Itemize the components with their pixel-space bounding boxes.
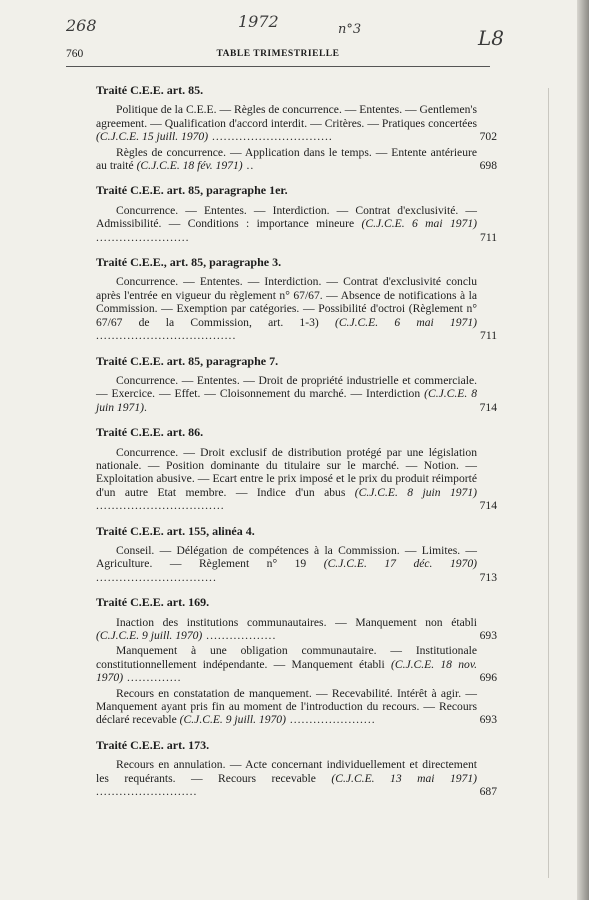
entry-text: Recours en annulation. — Acte concernant individuellement et directement les requérants. — Recours recevable xyxy=(96,758,477,785)
index-content xyxy=(96,83,497,810)
index-section xyxy=(96,425,497,513)
index-section xyxy=(96,595,497,727)
handwritten-note-left: 268 xyxy=(66,16,97,35)
leader-dots: .................. xyxy=(202,629,277,642)
entry-text: Recours en constatation de manquement. — Recevabilité. Intérêt à agir. — Manquement ayant pris fin au moment de l'introduction du recours. — Recours déclaré recevable xyxy=(96,686,477,727)
leader-dots: ............................... xyxy=(96,570,217,584)
leader-dots: .......................... xyxy=(96,785,198,799)
header-rule xyxy=(66,66,490,67)
case-reference: (C.J.C.E. 18 fév. 1971) xyxy=(133,159,243,173)
case-reference: (C.J.C.E. 6 mai 1971) xyxy=(318,315,477,329)
entry-text: Politique de la C.E.E. — Règles de concurrence. — Ententes. — Gentlemen's agreement. — Qualification d'accord interdit. — Critères. — Pratiques concertées xyxy=(96,103,477,130)
case-reference: (C.J.C.E. 15 juill. 1970) xyxy=(96,130,209,144)
entry-text: Concurrence. — Ententes. — Interdiction. — Contrat d'exclusivité conclu après l'entrée en vigueur du règlement n° 67/67. — Absence de notifications à la Commission. — Exemption par catégories. — Possibilité d'octroi (Règlement n° 67/67 de la Commission, art. 1-3) xyxy=(96,275,477,329)
page-reference: 696 xyxy=(479,671,497,685)
case-reference: (C.J.C.E. 9 juill. 1970) xyxy=(176,713,286,727)
handwritten-note-right: L8 xyxy=(478,26,505,50)
page-header xyxy=(66,48,490,64)
index-section xyxy=(96,353,497,415)
leader-dots: .............. xyxy=(123,671,182,685)
page-edge-shadow xyxy=(577,0,589,900)
page-reference: 711 xyxy=(480,230,497,244)
page-reference: 693 xyxy=(479,629,497,642)
leader-dots: .. xyxy=(242,159,255,173)
section-heading: Traité C.E.E. art. 85, paragraphe 1er. xyxy=(96,183,288,198)
entry-text: Conseil. — Délégation de compétences à la Commission. — Limites. — Agriculture. — Règlement n° 19 xyxy=(96,543,477,571)
index-section xyxy=(96,255,497,343)
entry-text: Manquement à une obligation communautaire. — Institutionale constitutionnellement indépendante. — Manquement établi xyxy=(96,644,477,671)
index-entry xyxy=(96,644,497,685)
index-entry xyxy=(96,103,497,144)
case-reference: (C.J.C.E. 18 nov. 1970) xyxy=(96,657,478,685)
index-entry xyxy=(96,203,497,244)
page-fold-line xyxy=(548,88,549,878)
section-heading: Traité C.E.E. art. 85. xyxy=(96,83,204,97)
case-reference: (C.J.C.E. 13 mai 1971) xyxy=(315,771,477,785)
handwritten-note-number: n°3 xyxy=(338,22,362,37)
index-entry xyxy=(96,615,497,643)
index-entry xyxy=(96,275,497,343)
index-entry xyxy=(96,543,497,584)
page-reference: 698 xyxy=(479,159,497,173)
case-reference: (C.J.C.E. 6 mai 1971) xyxy=(354,217,477,231)
page-reference: 714 xyxy=(479,400,497,414)
page-reference: 713 xyxy=(479,570,497,584)
leader-dots: . xyxy=(143,400,148,414)
index-entry xyxy=(96,758,497,799)
page-reference: 687 xyxy=(479,785,497,799)
case-reference: (C.J.C.E. 9 juill. 1970) xyxy=(96,629,203,642)
case-reference: (C.J.C.E. 8 juin 1971) xyxy=(345,485,477,499)
page-reference: 711 xyxy=(480,329,497,343)
section-heading: Traité C.E.E. art. 86. xyxy=(96,425,204,440)
index-entry xyxy=(96,445,497,513)
section-heading: Traité C.E.E. art. 173. xyxy=(96,737,210,752)
entry-text: Règles de concurrence. — Application dans le temps. — Entente antérieure au traité xyxy=(96,145,477,173)
entry-text: Concurrence. — Ententes. — Droit de propriété industrielle et commerciale. — Exercice. — Effet. — Cloisonnement du marché. — Interdiction xyxy=(96,373,477,401)
index-section xyxy=(96,183,497,244)
running-title: TABLE TRIMESTRIELLE xyxy=(216,49,340,59)
leader-dots: .................................... xyxy=(96,329,237,343)
index-entry xyxy=(96,145,497,173)
index-section xyxy=(96,523,497,585)
index-entry xyxy=(96,373,497,414)
page-number: 760 xyxy=(66,48,84,60)
index-section xyxy=(96,83,497,173)
section-heading: Traité C.E.E. art. 85, paragraphe 7. xyxy=(96,353,279,368)
entry-text: Concurrence. — Droit exclusif de distribution protégé par une législation nationale. — Position dominante du titulaire sur le marché. — Notion. — Exploitation abusive. — Ecart entre le prix imposé et le prix du produit réimporté d'un autre Etat membre. — Indice d'un abus xyxy=(96,445,477,499)
leader-dots: ...................... xyxy=(285,713,376,727)
page-reference: 693 xyxy=(479,713,497,727)
section-heading: Traité C.E.E., art. 85, paragraphe 3. xyxy=(96,255,282,270)
index-entry xyxy=(96,686,497,727)
page-reference: 714 xyxy=(479,499,497,513)
entry-text: Inaction des institutions communautaires. — Manquement non établi xyxy=(116,615,477,629)
case-reference: (C.J.C.E. 17 déc. 1970) xyxy=(306,557,477,571)
leader-dots: ................................. xyxy=(96,499,225,513)
section-heading: Traité C.E.E. art. 169. xyxy=(96,595,210,610)
entry-text: Concurrence. — Ententes. — Interdiction. — Contrat d'exclusivité. — Admissibilité. — Conditions : importance mineure xyxy=(96,203,477,231)
leader-dots: ............................... xyxy=(208,130,333,144)
case-reference: (C.J.C.E. 8 juin 1971) xyxy=(96,387,478,414)
index-section xyxy=(96,737,497,799)
handwritten-note-year: 1972 xyxy=(238,12,279,31)
page-reference: 702 xyxy=(479,130,497,144)
section-heading: Traité C.E.E. art. 155, alinéa 4. xyxy=(96,523,255,538)
leader-dots: ........................ xyxy=(96,230,190,244)
